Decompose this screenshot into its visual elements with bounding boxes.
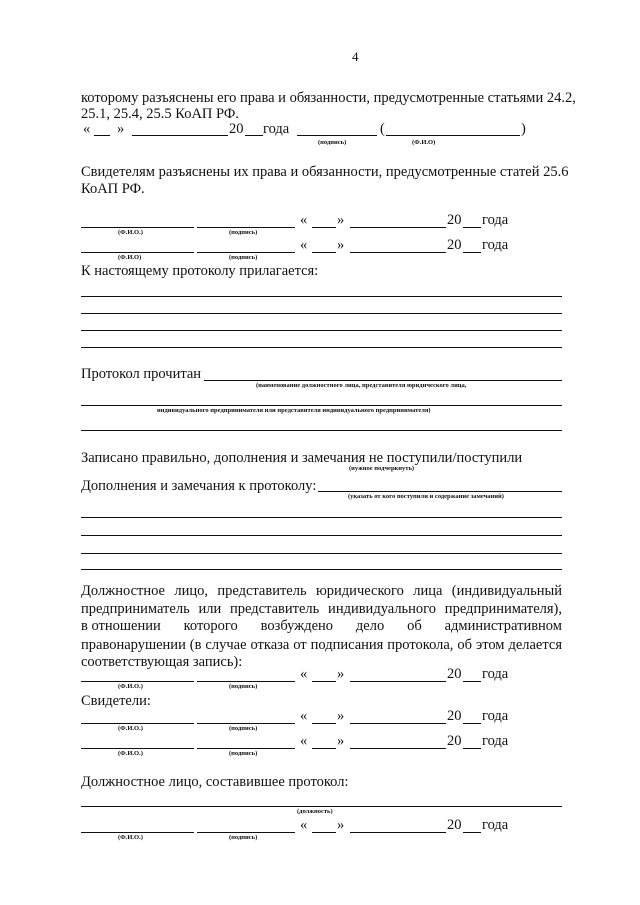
witness-signature-field[interactable]	[197, 227, 295, 228]
month-field[interactable]	[132, 135, 228, 136]
date-open-quote: «	[300, 212, 308, 228]
day-field[interactable]	[312, 748, 336, 749]
fio-caption: (Ф.И.О.)	[118, 229, 143, 236]
refusal-line3	[81, 618, 562, 635]
witness-fio-field[interactable]	[81, 748, 194, 749]
close-paren: )	[521, 121, 526, 137]
year-field[interactable]	[463, 832, 481, 833]
refusal-word: возбуждено	[260, 618, 334, 634]
date-open-quote: «	[300, 817, 308, 833]
signature-caption: (подпись)	[318, 139, 347, 146]
refusal-line4: правонарушении (в случае отказа от подписания протокола, об этом делается	[81, 637, 562, 653]
year-word: года	[482, 237, 509, 253]
year-word: года	[482, 733, 509, 749]
witness-signature-field[interactable]	[197, 723, 295, 724]
year-field[interactable]	[463, 748, 481, 749]
additions-line[interactable]	[81, 553, 562, 554]
date-close-quote: »	[337, 733, 345, 749]
refusal-word: об	[407, 618, 422, 634]
day-field[interactable]	[312, 832, 336, 833]
compiler-signature-field[interactable]	[197, 832, 295, 833]
year-field[interactable]	[463, 252, 481, 253]
refusal-line2: предприниматель или представитель индивидуального предпринимателя),	[81, 601, 562, 617]
official-name-field[interactable]	[204, 380, 562, 381]
date-close-quote: »	[337, 708, 345, 724]
additions-line[interactable]	[81, 535, 562, 536]
signature-field[interactable]	[297, 135, 377, 136]
day-field[interactable]	[312, 681, 336, 682]
attachment-line[interactable]	[81, 347, 562, 348]
underline-caption: (нужное подчеркнуть)	[349, 465, 415, 472]
attachment-line[interactable]	[81, 296, 562, 297]
witnesses-rights-line1: Свидетелям разъяснены их права и обязанности, предусмотренные статей 25.6	[81, 164, 569, 180]
fio-caption: (Ф.И.О.)	[118, 834, 143, 841]
refusal-word: дело	[355, 618, 385, 634]
year-prefix: 20	[447, 708, 462, 724]
year-word: года	[482, 817, 509, 833]
witness-fio-field[interactable]	[81, 252, 194, 253]
protocol-read-label: Протокол прочитан	[81, 366, 202, 382]
day-field[interactable]	[312, 252, 336, 253]
date-close-quote: »	[337, 666, 345, 682]
month-field[interactable]	[350, 748, 446, 749]
witness-fio-field[interactable]	[81, 227, 194, 228]
page-number: 4	[352, 49, 359, 64]
witness-signature-field[interactable]	[197, 748, 295, 749]
year-prefix: 20	[447, 666, 462, 682]
year-prefix: 20	[229, 121, 244, 137]
month-field[interactable]	[350, 227, 446, 228]
year-prefix: 20	[447, 733, 462, 749]
day-field[interactable]	[312, 227, 336, 228]
date-open-quote: «	[300, 237, 308, 253]
year-prefix: 20	[447, 817, 462, 833]
fio-field[interactable]	[386, 135, 520, 136]
refusal-line5: соответствующая запись):	[81, 654, 243, 670]
month-field[interactable]	[350, 681, 446, 682]
signature-caption: (подпись)	[229, 254, 258, 261]
date-open-quote: «	[300, 666, 308, 682]
refusal-word: административном	[444, 618, 562, 634]
year-prefix: 20	[447, 212, 462, 228]
official-name-field-2[interactable]	[81, 405, 562, 406]
year-word: года	[482, 212, 509, 228]
month-field[interactable]	[350, 723, 446, 724]
year-field[interactable]	[245, 135, 263, 136]
signature-line[interactable]	[81, 430, 562, 431]
rights-paragraph-line2: 25.1, 25.4, 25.5 КоАП РФ.	[81, 106, 239, 122]
open-paren: (	[380, 121, 385, 137]
fio-caption: (Ф.И.О.)	[118, 683, 143, 690]
signature-caption: (подпись)	[229, 229, 258, 236]
year-prefix: 20	[447, 237, 462, 253]
refusal-line1: Должностное лицо, представитель юридического лица (индивидуальный	[81, 583, 562, 599]
witnesses-rights-line2: КоАП РФ.	[81, 181, 145, 197]
year-field[interactable]	[463, 227, 481, 228]
year-word: года	[263, 121, 290, 137]
additions-field[interactable]	[318, 491, 562, 492]
date-close-quote: »	[337, 817, 345, 833]
signature-caption: (подпись)	[229, 834, 258, 841]
position-field[interactable]	[81, 806, 562, 807]
entrepreneur-caption: индивидуального предпринимателя или представителя индивидуального предпринимателя)	[157, 407, 431, 414]
compiler-label: Должностное лицо, составившее протокол:	[81, 774, 349, 790]
day-field[interactable]	[94, 135, 110, 136]
official-name-caption: (наименование должностного лица, представителя юридического лица,	[256, 382, 467, 389]
date-open-quote: «	[83, 121, 91, 137]
witness-signature-field[interactable]	[197, 252, 295, 253]
additions-label: Дополнения и замечания к протоколу:	[81, 478, 317, 494]
signature-caption: (подпись)	[229, 725, 258, 732]
fio-caption: (Ф.И.О.)	[118, 725, 143, 732]
recorded-statement: Записано правильно, дополнения и замечания не поступили/поступили	[81, 450, 523, 466]
day-field[interactable]	[312, 723, 336, 724]
attachment-heading: К настоящему протоколу прилагается:	[81, 263, 319, 279]
position-caption: (должность)	[297, 808, 333, 815]
refusal-word: в отношении	[81, 618, 161, 634]
date-close-quote: »	[337, 237, 345, 253]
rights-paragraph-line1: которому разъяснены его права и обязанности, предусмотренные статьями 24.2,	[81, 90, 576, 106]
additions-line[interactable]	[81, 517, 562, 518]
official-signature-field[interactable]	[197, 681, 295, 682]
fio-caption: (Ф.И.О.)	[118, 750, 143, 757]
year-word: года	[482, 666, 509, 682]
official-fio-field[interactable]	[81, 681, 194, 682]
month-field[interactable]	[350, 252, 446, 253]
date-open-quote: «	[300, 733, 308, 749]
fio-caption: (Ф.И.О)	[412, 139, 436, 146]
attachment-line[interactable]	[81, 330, 562, 331]
date-open-quote: «	[300, 708, 308, 724]
witnesses-label: Свидетели:	[81, 693, 151, 709]
witness-fio-field[interactable]	[81, 723, 194, 724]
additions-line[interactable]	[81, 569, 562, 570]
attachment-line[interactable]	[81, 313, 562, 314]
year-field[interactable]	[463, 723, 481, 724]
refusal-word: которого	[183, 618, 238, 634]
compiler-fio-field[interactable]	[81, 832, 194, 833]
signature-caption: (подпись)	[229, 683, 258, 690]
month-field[interactable]	[350, 832, 446, 833]
date-close-quote: »	[117, 121, 125, 137]
signature-caption: (подпись)	[229, 750, 258, 757]
year-field[interactable]	[463, 681, 481, 682]
additions-caption: (указать от кого поступили и содержание замечаний)	[348, 493, 504, 500]
fio-caption: (Ф.И.О)	[118, 254, 142, 261]
year-word: года	[482, 708, 509, 724]
date-close-quote: »	[337, 212, 345, 228]
